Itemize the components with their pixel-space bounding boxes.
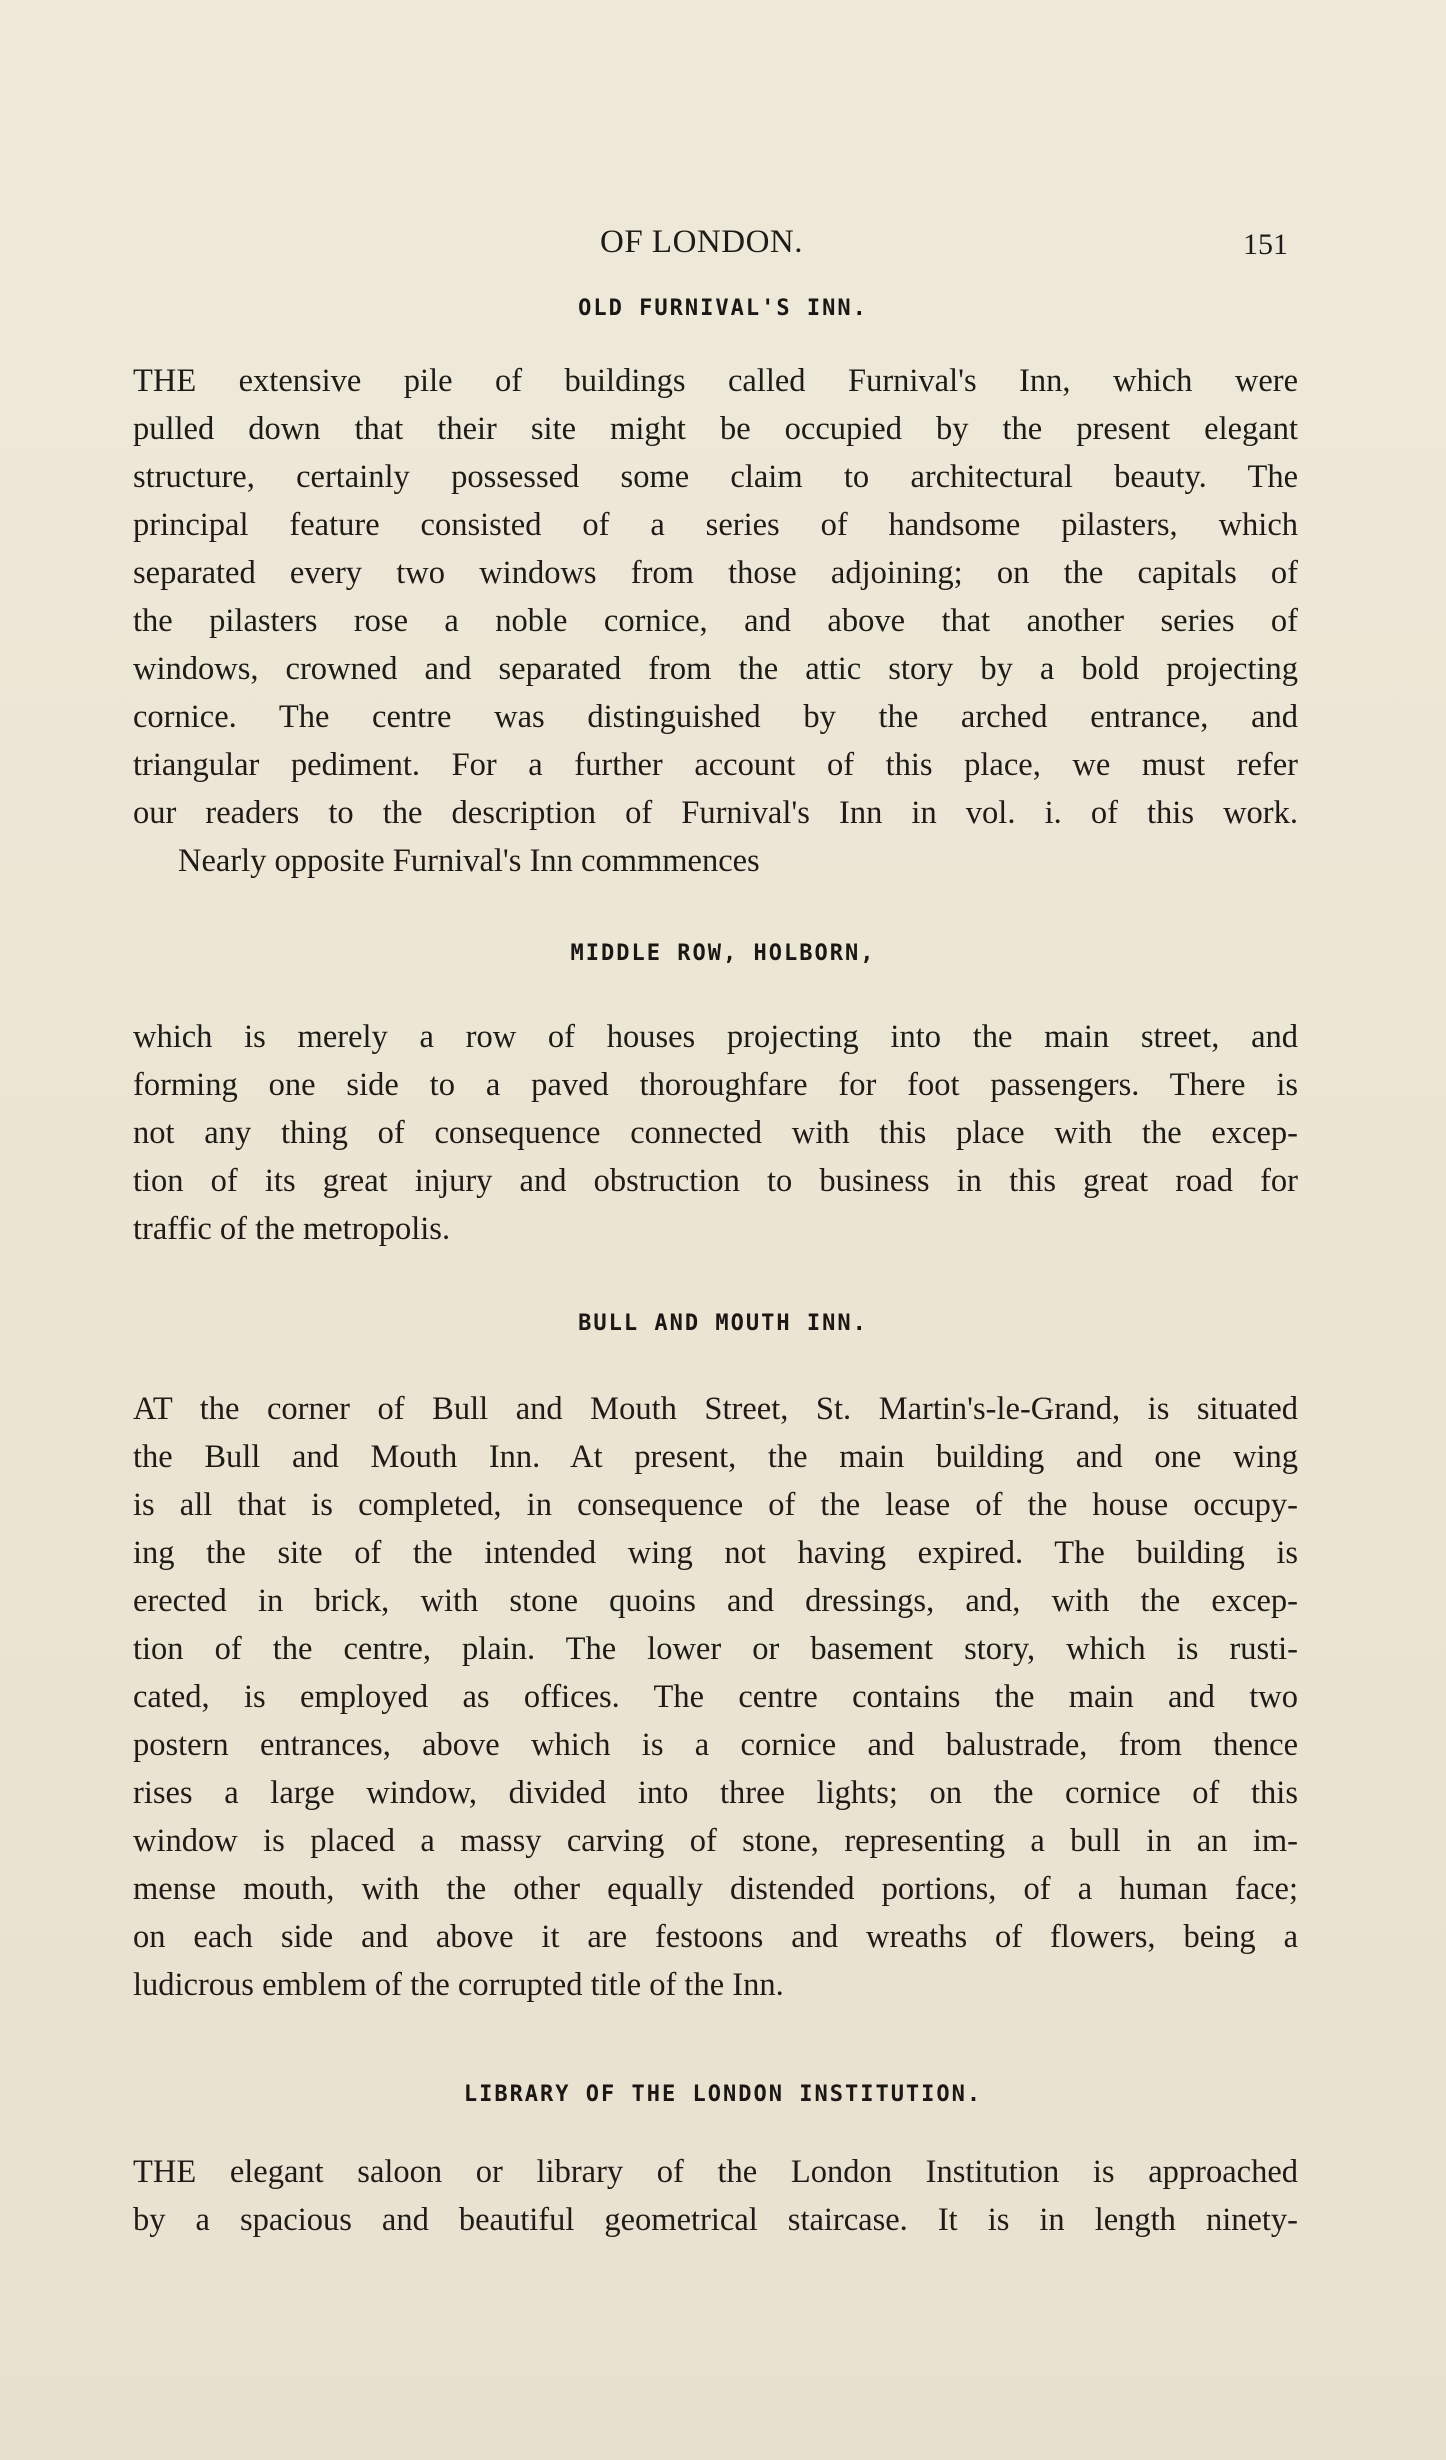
text-line: on each side and above it are festoons and wreaths of flowers, being a	[133, 1919, 1298, 1955]
section-body-old-furnivals-inn	[133, 357, 1298, 885]
text-line: rises a large window, divided into three lights; on the cornice of this	[133, 1775, 1298, 1811]
text-line: tion of its great injury and obstruction to business in this great road for	[133, 1163, 1298, 1199]
text-line: structure, certainly possessed some claim to architectural beauty. The	[133, 459, 1298, 495]
section-heading-library-london-institution: LIBRARY OF THE LONDON INSTITUTION.	[463, 2082, 983, 2107]
text-line: traffic of the metropolis.	[133, 1211, 451, 1247]
text-line: erected in brick, with stone quoins and dressings, and, with the excep-	[133, 1583, 1298, 1619]
section-heading-middle-row-holborn: MIDDLE ROW, HOLBORN,	[570, 941, 876, 966]
text-line: triangular pediment. For a further account of this place, we must refer	[133, 747, 1298, 783]
running-head	[0, 224, 1446, 264]
text-line: postern entrances, above which is a cornice and balustrade, from thence	[133, 1727, 1298, 1763]
text-line: not any thing of consequence connected with this place with the excep-	[133, 1115, 1298, 1151]
page-number: 151	[1243, 228, 1288, 261]
text-line: tion of the centre, plain. The lower or basement story, which is rusti-	[133, 1631, 1298, 1667]
text-line: Nearly opposite Furnival's Inn commmences	[178, 843, 760, 879]
text-line: separated every two windows from those adjoining; on the capitals of	[133, 555, 1298, 591]
text-line: window is placed a massy carving of stone, representing a bull in an im-	[133, 1823, 1298, 1859]
text-line: pulled down that their site might be occupied by the present elegant	[133, 411, 1298, 447]
text-line: ludicrous emblem of the corrupted title of the Inn.	[133, 1967, 784, 2003]
text-line: by a spacious and beautiful geometrical staircase. It is in length ninety-	[133, 2202, 1298, 2238]
text-line: cated, is employed as offices. The centre contains the main and two	[133, 1679, 1298, 1715]
text-line: windows, crowned and separated from the attic story by a bold projecting	[133, 651, 1298, 687]
text-line: the pilasters rose a noble cornice, and above that another series of	[133, 603, 1298, 639]
section-body-library-london-institution	[133, 2148, 1298, 2244]
section-body-middle-row-holborn	[133, 1013, 1298, 1253]
text-line: our readers to the description of Furnival's Inn in vol. i. of this work.	[133, 795, 1298, 831]
text-line: which is merely a row of houses projecting into the main street, and	[133, 1019, 1298, 1055]
text-line: AT the corner of Bull and Mouth Street, St. Martin's-le-Grand, is situated	[133, 1391, 1298, 1427]
text-line: forming one side to a paved thoroughfare for foot passengers. There is	[133, 1067, 1298, 1103]
running-title: OF LONDON.	[600, 224, 803, 260]
section-heading-old-furnivals-inn: OLD FURNIVAL'S INN.	[578, 296, 868, 321]
text-line: cornice. The centre was distinguished by the arched entrance, and	[133, 699, 1298, 735]
text-line: ing the site of the intended wing not having expired. The building is	[133, 1535, 1298, 1571]
text-line: principal feature consisted of a series of handsome pilasters, which	[133, 507, 1298, 543]
text-line: THE elegant saloon or library of the London Institution is approached	[133, 2154, 1298, 2190]
text-line: is all that is completed, in consequence of the lease of the house occupy-	[133, 1487, 1298, 1523]
text-line: THE extensive pile of buildings called Furnival's Inn, which were	[133, 363, 1298, 399]
section-body-bull-and-mouth-inn	[133, 1385, 1298, 2009]
section-heading-bull-and-mouth-inn: BULL AND MOUTH INN.	[578, 1311, 868, 1336]
text-line: mense mouth, with the other equally distended portions, of a human face;	[133, 1871, 1298, 1907]
text-line: the Bull and Mouth Inn. At present, the main building and one wing	[133, 1439, 1298, 1475]
